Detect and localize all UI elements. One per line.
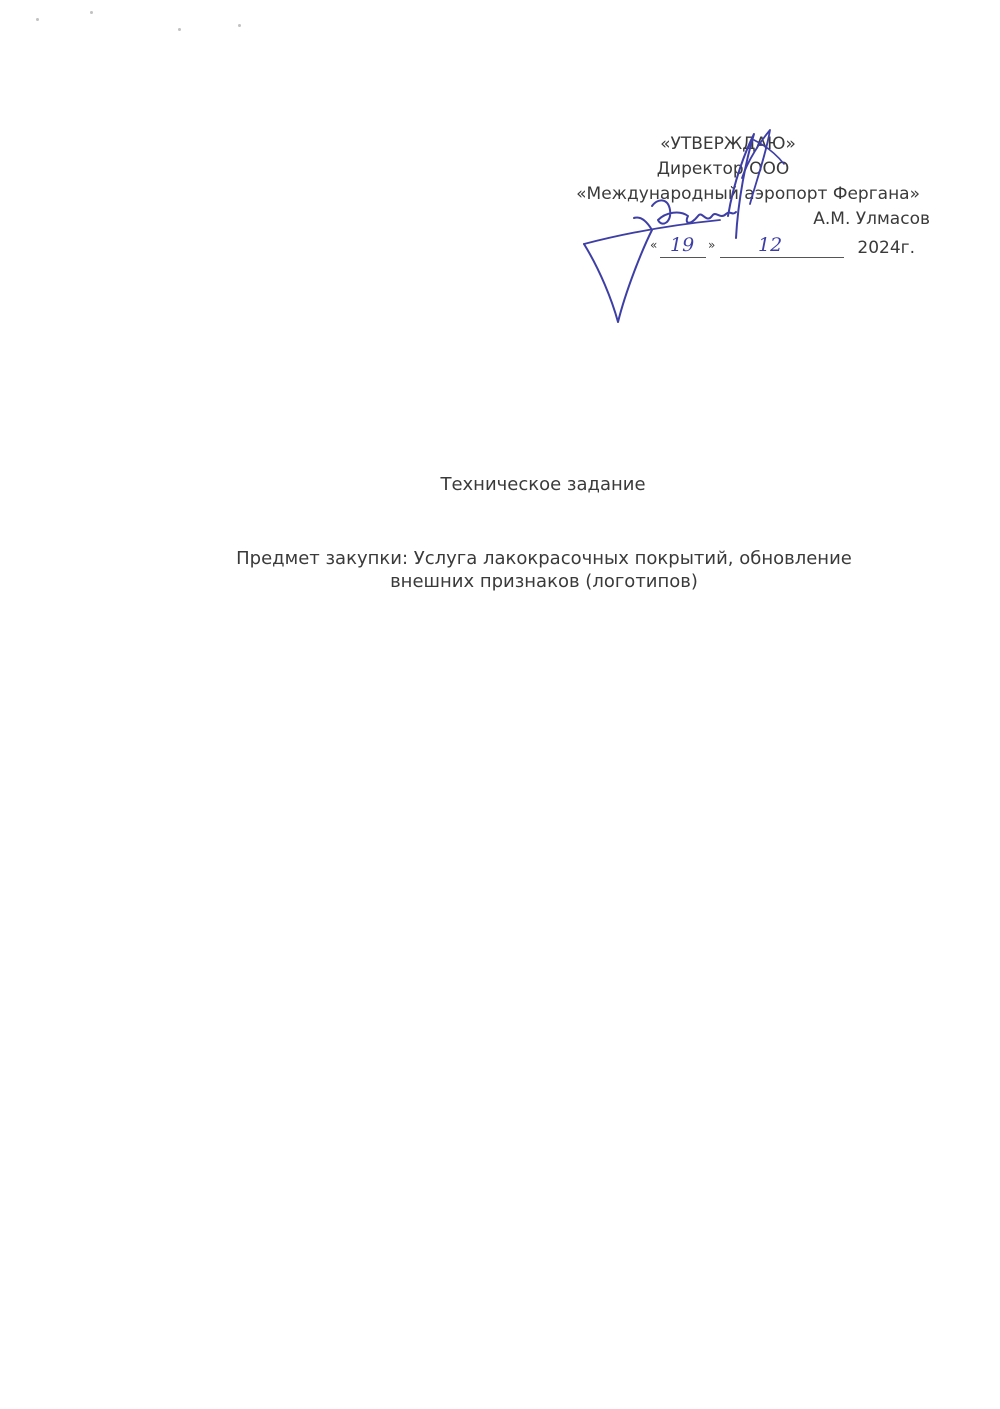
document-title: Техническое задание: [440, 474, 646, 495]
date-day: 19: [670, 234, 695, 256]
subject-line-2: внешних признаков (логотипов): [390, 571, 698, 592]
date-open-quote: «: [650, 238, 658, 252]
scan-speck: [90, 11, 93, 14]
approval-block: [500, 132, 930, 232]
scan-speck: [238, 24, 241, 27]
procurement-subject: [190, 547, 898, 593]
scan-speck: [36, 18, 39, 21]
approval-heading: «УТВЕРЖДАЮ»: [660, 134, 796, 154]
subject-line-1: Предмет закупки: Услуга лакокрасочных покрытий, обновление: [236, 548, 852, 569]
approval-organization: «Международный аэропорт Фергана»: [576, 184, 920, 204]
date-month-blank: [720, 257, 844, 258]
date-day-blank: [660, 257, 706, 258]
date-month: 12: [758, 234, 783, 256]
date-close-quote: »: [708, 238, 716, 252]
approval-position: Директор ООО: [656, 159, 790, 179]
approval-signatory: А.М. Улмасов: [813, 209, 930, 229]
scan-speck: [178, 28, 181, 31]
approval-date: [650, 236, 915, 264]
date-year: 2024г.: [857, 238, 915, 258]
